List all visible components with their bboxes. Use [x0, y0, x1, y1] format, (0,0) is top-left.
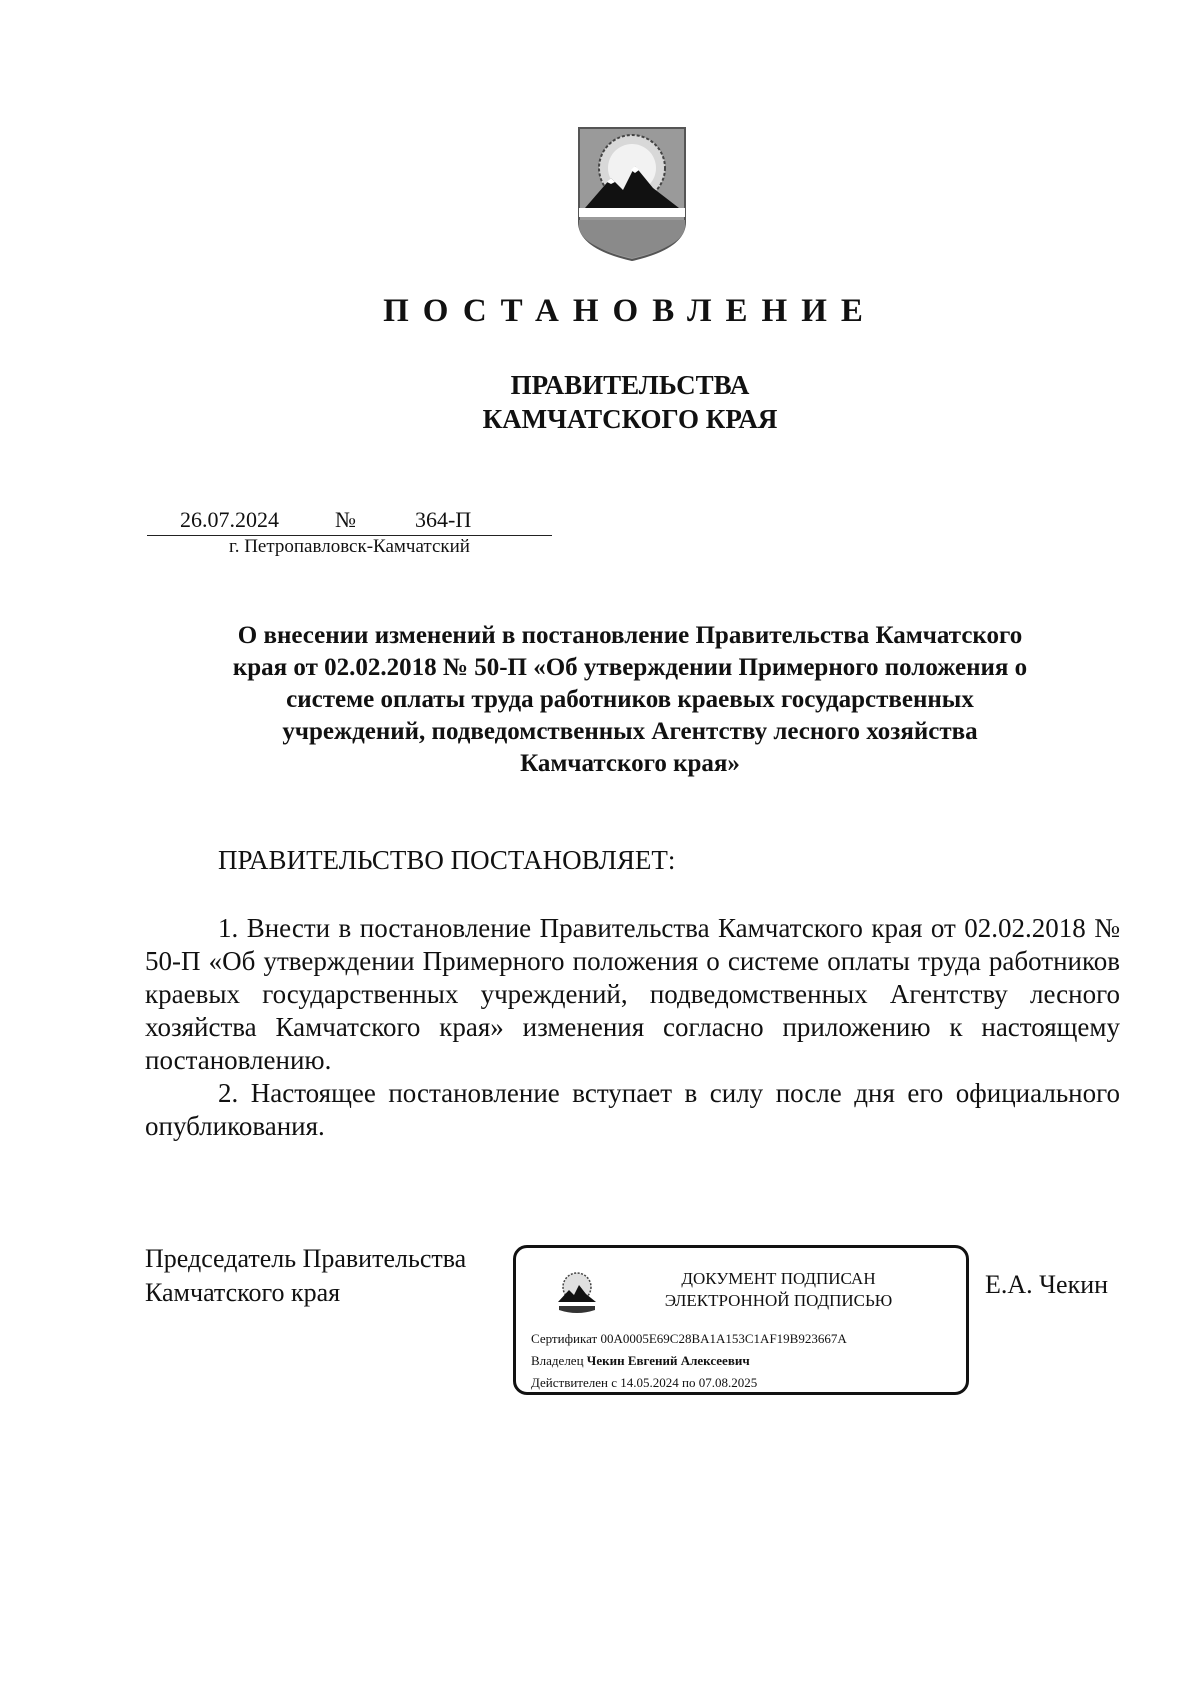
signer-title-line: Камчатского края	[145, 1278, 341, 1307]
stamp-heading-line: ЭЛЕКТРОННОЙ ПОДПИСЬЮ	[664, 1291, 893, 1310]
clause-1: 1. Внести в постановление Правительства Камчатского края от 02.02.2018 № 50-П «Об утверждении Примерного положения о системе оплаты труда работников краевых государственных учреждений, подведомственных Агентству лесного хозяйства Камчатского края» изменения согласно приложению к настоящему постановлению.	[145, 913, 1120, 1075]
valid-from-label: Действителен с	[531, 1375, 617, 1390]
decree-line: ПРАВИТЕЛЬСТВО ПОСТАНОВЛЯЕТ:	[218, 845, 676, 875]
document-body	[145, 912, 1120, 1143]
heading-line: учреждений, подведомственных Агентству лесного хозяйства	[282, 718, 978, 745]
coat-of-arms-icon	[577, 126, 687, 262]
electronic-signature-stamp	[513, 1245, 969, 1395]
coat-of-arms-icon	[556, 1270, 598, 1316]
heading-line: Камчатского края»	[520, 750, 740, 777]
stamp-heading	[611, 1268, 946, 1312]
valid-from: 14.05.2024	[620, 1375, 679, 1390]
signer-title-line: Председатель Правительства	[145, 1244, 467, 1273]
document-number: 364-П	[415, 507, 472, 532]
document-type: ПОСТАНОВЛЕНИЕ	[383, 293, 877, 329]
heading-line: О внесении изменений в постановление Правительства Камчатского	[237, 622, 1023, 649]
heading-line: системе оплаты труда работников краевых государственных	[286, 686, 974, 713]
document-heading	[150, 620, 1110, 780]
clause-2: 2. Настоящее постановление вступает в силу после дня его официального опубликования.	[145, 1078, 1120, 1141]
document-date: 26.07.2024	[180, 507, 279, 532]
heading-line: края от 02.02.2018 № 50-П «Об утверждении Примерного положения о	[232, 654, 1028, 681]
certificate-row	[531, 1328, 847, 1350]
certificate-label: Сертификат	[531, 1331, 598, 1346]
validity-row	[531, 1372, 847, 1394]
registration-line	[147, 505, 552, 536]
owner-row	[531, 1350, 847, 1372]
number-sign: №	[335, 507, 356, 532]
owner-value: Чекин Евгений Алексеевич	[586, 1353, 750, 1368]
signer-name: Е.А. Чекин	[985, 1270, 1109, 1299]
stamp-details	[531, 1328, 847, 1394]
signer-title	[145, 1242, 466, 1310]
issuer-line: КАМЧАТСКОГО КРАЯ	[482, 404, 778, 434]
valid-to-label: по	[682, 1375, 696, 1390]
issuer-line: ПРАВИТЕЛЬСТВА	[510, 370, 750, 400]
city: г. Петропавловск-Камчатский	[229, 536, 470, 557]
stamp-heading-line: ДОКУМЕНТ ПОДПИСАН	[681, 1269, 876, 1288]
valid-to: 07.08.2025	[698, 1375, 758, 1390]
issuer	[0, 368, 1200, 436]
owner-label: Владелец	[531, 1353, 584, 1368]
certificate-value: 00A0005E69C28BA1A153C1AF19B923667A	[600, 1331, 847, 1346]
